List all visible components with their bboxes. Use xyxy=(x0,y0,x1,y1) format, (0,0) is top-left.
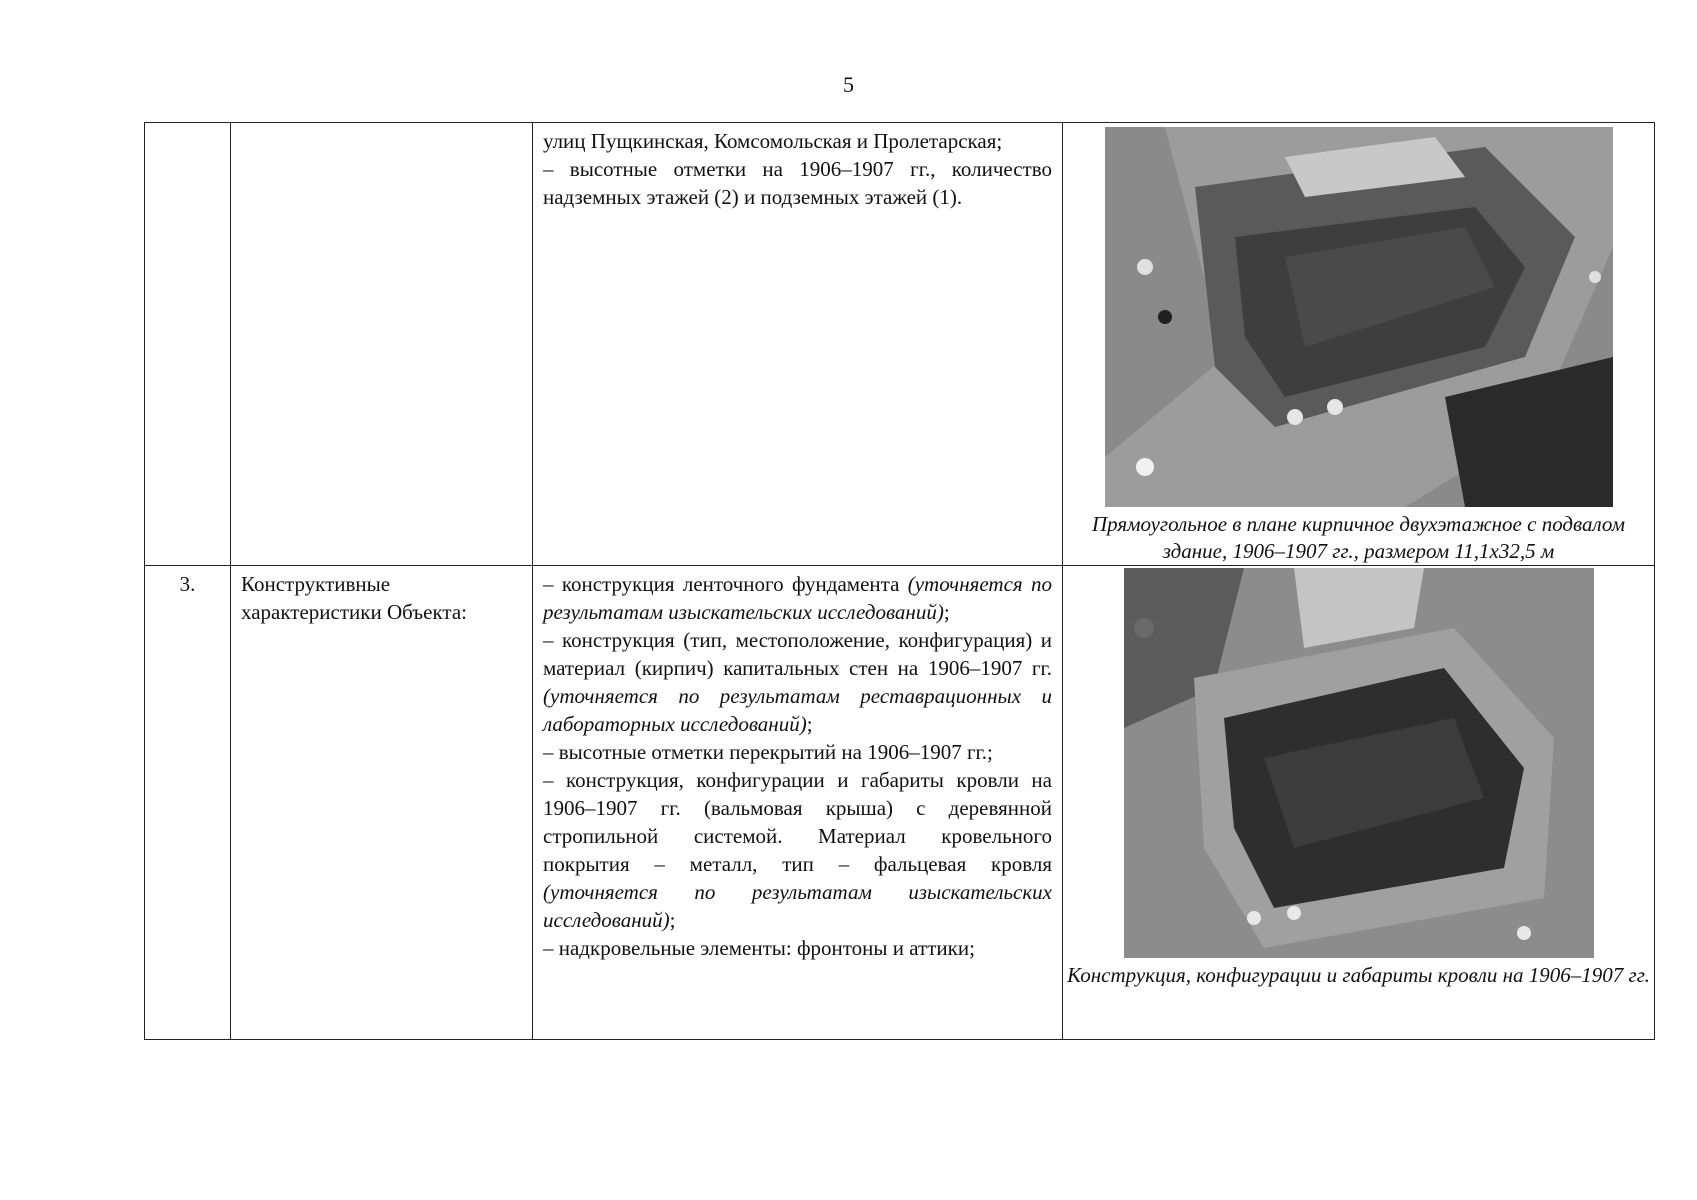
description-item: – высотные отметки на 1906–1907 гг., количество надземных этажей (2) и подземных этажей (1). xyxy=(543,157,1052,209)
row-label-cell xyxy=(231,123,533,566)
row-description-cell xyxy=(533,123,1063,566)
row-number-cell: 3. xyxy=(145,566,231,1040)
row-description-cell xyxy=(533,566,1063,1040)
description-item: улиц Пущкинская, Комсомольская и Пролетарская; xyxy=(543,129,1003,153)
row-number-cell xyxy=(145,123,231,566)
description-item: – конструкция, конфигурации и габариты кровли на 1906–1907 гг. (вальмовая крыша) с деревянной стропильной системой. Материал кровельного покрытия – металл, тип – фальцевая кровля (уточняется по результатам изыскательских исследований); xyxy=(543,768,1052,932)
aerial-photo xyxy=(1105,127,1613,507)
table-row xyxy=(145,123,1655,566)
aerial-photo xyxy=(1124,568,1594,958)
table-row xyxy=(145,566,1655,1040)
row-label-cell: Конструктивные характеристики Объекта: xyxy=(231,566,533,1040)
page-number: 5 xyxy=(843,72,854,97)
photo-cell xyxy=(1063,566,1655,1040)
photo-caption: Прямоугольное в плане кирпичное двухэтажное с подвалом здание, 1906–1907 гг., размером 11,1х32,5 м xyxy=(1091,512,1626,563)
description-item: – надкровельные элементы: фронтоны и аттики; xyxy=(543,936,975,960)
description-item: – высотные отметки перекрытий на 1906–1907 гг.; xyxy=(543,740,993,764)
photo-caption: Конструкция, конфигурации и габариты кровли на 1906–1907 гг. xyxy=(1067,963,1650,987)
description-item: – конструкция (тип, местоположение, конфигурация) и материал (кирпич) капитальных стен на 1906–1907 гг. (уточняется по результатам реставрационных и лабораторных исследований); xyxy=(543,628,1052,736)
photo-cell xyxy=(1063,123,1655,566)
document-table xyxy=(144,122,1655,1040)
description-item: – конструкция ленточного фундамента (уточняется по результатам изыскательских исследований); xyxy=(543,572,1052,624)
